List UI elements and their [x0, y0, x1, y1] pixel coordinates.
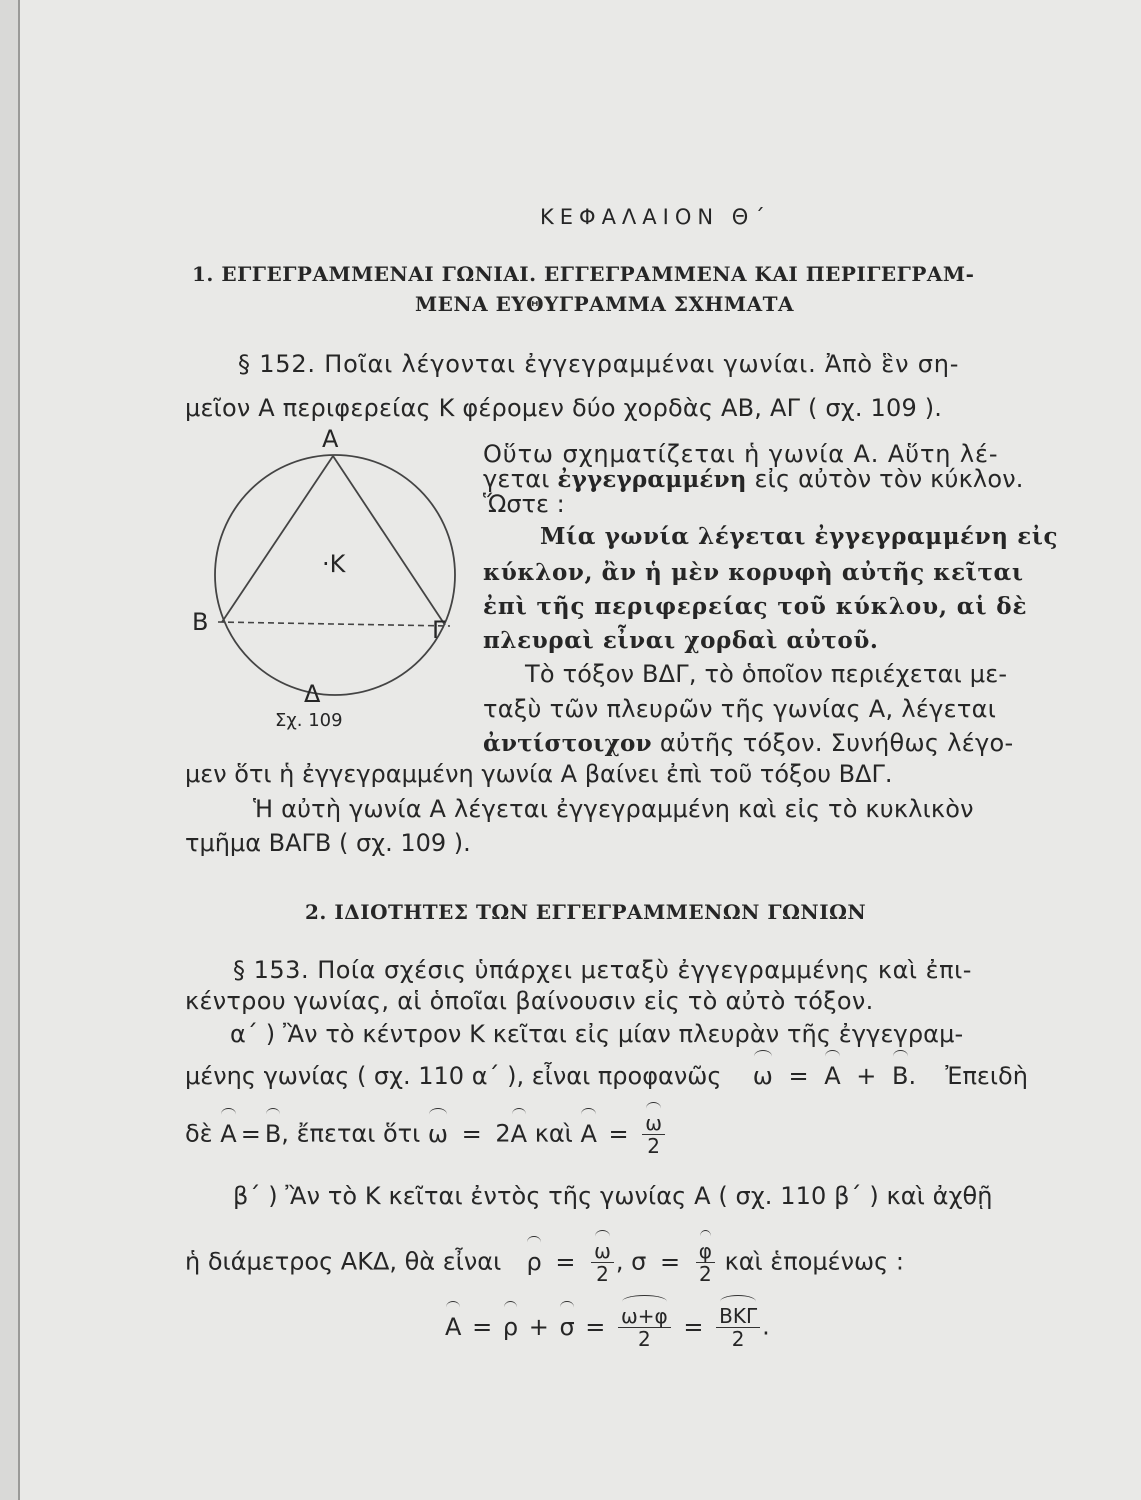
definition-line4: πλευραὶ εἶναι χορδαὶ αὐτοῦ. — [483, 627, 879, 654]
denominator-two: 2 — [698, 1262, 712, 1286]
denominator-two: 2 — [596, 1262, 609, 1286]
case-b-line2-tail: καὶ ἑπομένως : — [724, 1247, 904, 1276]
rho-hat: ρ — [503, 1311, 518, 1344]
definition-line1: Μία γωνία λέγεται ἐγγεγραμμένη εἰς — [540, 523, 1059, 550]
case-a-line2-text: μένης γωνίας ( σχ. 110 α΄ ), εἶναι προφανῶς — [185, 1062, 722, 1090]
final-equation: Α = ρ + σ = $\frac{\omega+\varphi}{2}$ = $\frac{\text{ΒΚΓ}}{2}$ . — [445, 1304, 770, 1351]
equals-sign: = — [608, 1119, 629, 1148]
fraction-omega-plus-phi-over-2 — [618, 1305, 671, 1350]
angle-a-hat: Α — [445, 1311, 461, 1344]
section1-heading-line1: 1. ΕΓΓΕΓΡΑΜΜΕΝΑΙ ΓΩΝΙΑΙ. ΕΓΓΕΓΡΑΜΜΕΝΑ ΚΑΙ ΠΕΡΙΓΕΓΡΑΜ- — [192, 262, 975, 286]
case-a-line3: δὲ Α = Β, ἔπεται ὅτι ω = 2Α καὶ Α = $\frac{\omega}{2}$ — [185, 1112, 667, 1157]
chord-bg-dashed — [218, 622, 450, 626]
rho-hat: ρ — [526, 1246, 541, 1279]
figure-label-d: Δ — [304, 680, 321, 708]
omega-hat: ω — [428, 1118, 448, 1151]
equals-sign: = — [240, 1119, 261, 1148]
case-a-line3-then: ἔπεται ὅτι — [296, 1119, 421, 1148]
fraction-bkg-over-2 — [716, 1305, 760, 1350]
case-a-line3-and: καὶ — [534, 1119, 573, 1148]
fraction-phi-over-2 — [696, 1240, 715, 1285]
chapter-title: ΚΕΦΑΛΑΙΟΝ Θ΄ — [540, 205, 771, 229]
arc-line3 — [483, 727, 1013, 760]
case-b-line2: ἡ διάμετρος ΑΚΔ, θὰ εἶναι ρ = $\frac{\omega}{2}$ , σ = $\frac{\varphi}{2}$ καὶ ἑπομένως : — [185, 1239, 904, 1286]
omega-hat: ω — [753, 1060, 773, 1093]
section1-heading-line2: ΜΕΝΑ ΕΥΘΥΓΡΑΜΜΑ ΣΧΗΜΑΤΑ — [415, 292, 794, 316]
denominator-two: 2 — [638, 1327, 651, 1351]
case-a-line1: α΄ ) Ἂν τὸ κέντρον Κ κεῖται εἰς μίαν πλευρὰν τῆς ἐγγεγραμ- — [230, 1020, 964, 1048]
p152-line4-start: γεται — [483, 465, 558, 493]
denominator-two: 2 — [647, 1134, 660, 1158]
arc-line5: Ἡ αὐτὴ γωνία Α λέγεται ἐγγεγραμμένη καὶ εἰς τὸ κυκλικὸν — [253, 795, 974, 823]
case-b-line1: β΄ ) Ἂν τὸ Κ κεῖται ἐντὸς τῆς γωνίας Α ( σχ. 110 β΄ ) καὶ ἀχθῇ — [233, 1182, 993, 1210]
coefficient-two: 2 — [495, 1119, 511, 1148]
page — [18, 0, 1141, 1500]
p152-line5: Ὥστε : — [483, 490, 565, 518]
angle-b-hat: Β — [265, 1118, 281, 1151]
p152-line3: Οὕτω σχηματίζεται ἡ γωνία Α. Αὕτη λέ- — [483, 440, 999, 468]
arc-line6: τμῆμα ΒΑΓΒ ( σχ. 109 ). — [185, 829, 471, 857]
arc-line4: μεν ὅτι ἡ ἐγγεγραμμένη γωνία Α βαίνει ἐπὶ τοῦ τόξου ΒΔΓ. — [185, 760, 893, 788]
figure-109 — [200, 440, 480, 730]
omega-hat: ω — [594, 1239, 611, 1263]
section2-heading: 2. ΙΔΙΟΤΗΤΕΣ ΤΩΝ ΕΓΓΕΓΡΑΜΜΕΝΩΝ ΓΩΝΙΩΝ — [305, 900, 867, 924]
equals-sign: = — [555, 1247, 576, 1276]
omega-hat: ω — [645, 1111, 663, 1135]
plus-sign: + — [528, 1312, 549, 1341]
equals-sign: = — [472, 1312, 493, 1341]
definition-line2: κύκλον, ἂν ἡ μὲν κορυφὴ αὐτῆς κεῖται — [483, 559, 1024, 586]
equals-sign: = — [659, 1247, 681, 1276]
arc-line2: ταξὺ τῶν πλευρῶν τῆς γωνίας Α, λέγεται — [483, 695, 997, 723]
chord-ag — [333, 456, 445, 625]
p152-line4-end: εἰς αὐτὸν τὸν κύκλον. — [746, 465, 1024, 493]
figure-caption: Σχ. 109 — [275, 710, 343, 731]
figure-label-k: ·Κ — [322, 550, 346, 578]
omega-plus-phi-hat: ω+φ — [621, 1304, 668, 1328]
p153-line1: § 153. Ποία σχέσις ὑπάρχει μεταξὺ ἐγγεγραμμένης καὶ ἐπι- — [233, 956, 972, 984]
angle-a-hat: Α — [220, 1118, 236, 1151]
sigma-symbol: σ — [631, 1247, 647, 1276]
p153-line2: κέντρου γωνίας, αἱ ὁποῖαι βαίνουσιν εἰς τὸ αὐτὸ τόξον. — [185, 987, 874, 1015]
figure-label-a: Α — [322, 425, 339, 453]
phi-hat: φ — [698, 1239, 712, 1263]
angle-b-hat: Β — [892, 1060, 908, 1093]
case-a-line2-tail: Ἐπειδὴ — [945, 1062, 1028, 1090]
fraction-omega-over-2 — [591, 1240, 614, 1285]
figure-label-g: Γ — [432, 616, 446, 644]
definition-line3: ἐπὶ τῆς περιφερείας τοῦ κύκλου, αἱ δὲ — [483, 593, 1028, 620]
bkg-hat: ΒΚΓ — [719, 1304, 758, 1328]
plus-sign: + — [856, 1062, 877, 1090]
angle-a-hat: Α — [580, 1118, 596, 1151]
case-a-line2: μένης γωνίας ( σχ. 110 α΄ ), εἶναι προφανῶς ω = Α + Β. Ἐπειδὴ — [185, 1060, 1028, 1093]
p152-term-inscribed: ἐγγεγραμμένη — [557, 466, 747, 493]
case-a-line3-de: δὲ — [185, 1119, 213, 1148]
arc-line1: Τὸ τόξον ΒΔΓ, τὸ ὁποῖον περιέχεται με- — [525, 660, 1008, 688]
p152-line2: μεῖον Α περιφερείας Κ φέρομεν δύο χορδὰς ΑΒ, ΑΓ ( σχ. 109 ). — [185, 394, 943, 422]
case-b-line2-text: ἡ διάμετρος ΑΚΔ, θὰ εἶναι — [185, 1247, 502, 1276]
equals-sign: = — [585, 1312, 606, 1341]
arc-term-corresponding: ἀντίστοιχον — [483, 730, 652, 757]
p152-line1: § 152. Ποῖαι λέγονται ἐγγεγραμμέναι γωνίαι. Ἀπὸ ἓν ση- — [238, 350, 960, 378]
angle-a-hat: Α — [511, 1118, 527, 1151]
denominator-two: 2 — [731, 1327, 745, 1351]
chord-ab — [222, 456, 333, 622]
figure-label-b: Β — [192, 608, 209, 636]
angle-a-hat: Α — [824, 1060, 840, 1093]
fraction-omega-over-2 — [642, 1112, 665, 1157]
equals-sign: = — [683, 1312, 704, 1341]
equals-sign: = — [461, 1119, 482, 1148]
equals-sign: = — [788, 1062, 809, 1090]
sigma-hat: σ — [559, 1311, 574, 1344]
arc-line3-end: αὐτῆς τόξον. Συνήθως λέγο- — [651, 729, 1014, 757]
